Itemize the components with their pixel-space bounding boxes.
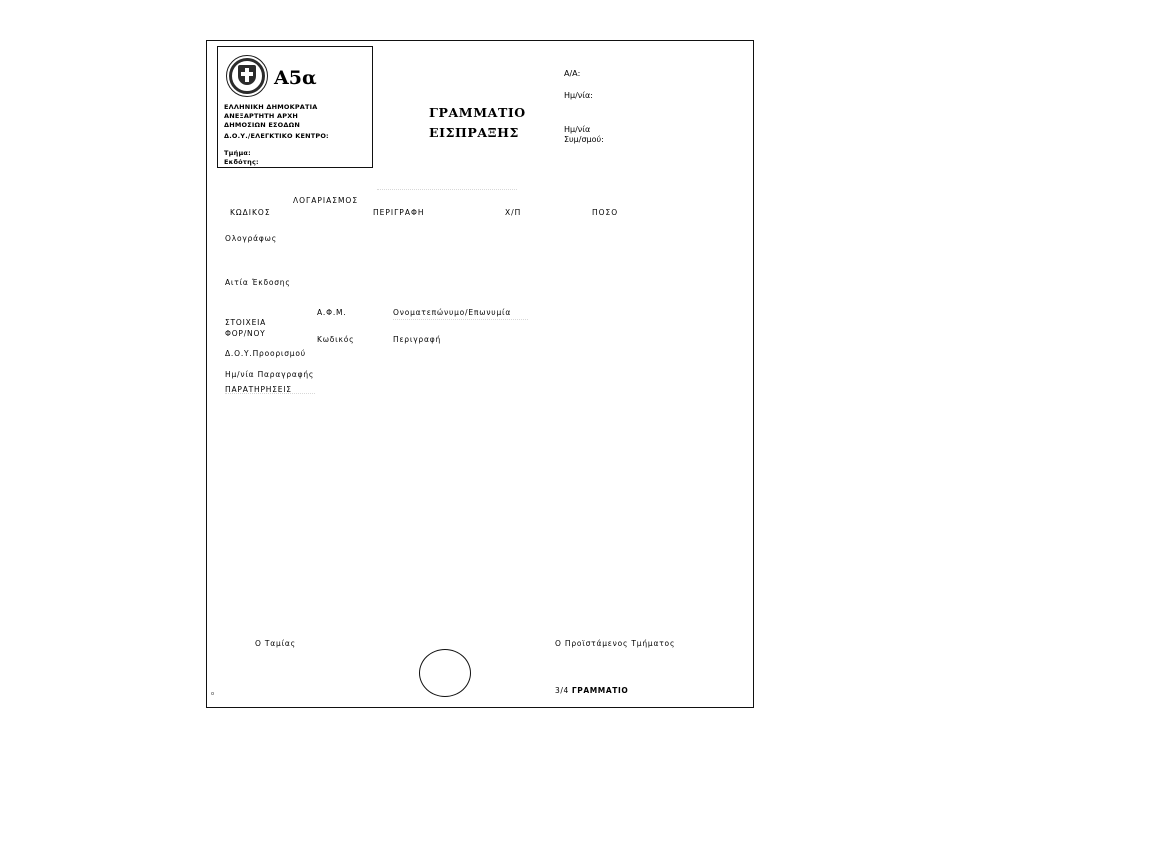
settlement-date-label-line-2: Συμ/σμού: xyxy=(564,135,604,144)
column-header-description: ΠΕΡΙΓΡΑΦΗ xyxy=(373,208,425,217)
serial-number-label: Α/Α: xyxy=(564,69,581,78)
issuer-header-box xyxy=(217,46,373,168)
settlement-date-label-line-1: Ημ/νία xyxy=(564,125,591,134)
footer-copy-number: 3/4 xyxy=(555,686,569,695)
document-title xyxy=(429,103,526,143)
field-label-amount-in-words: Ολογράφως xyxy=(225,234,277,243)
form-code-label: Α5α xyxy=(274,67,317,89)
field-label-taxpayer-line-1: ΣΤΟΙΧΕΙΑ xyxy=(225,318,267,327)
field-label-taxpayer-line-2: ΦΟΡ/ΝΟΥ xyxy=(225,329,266,338)
signature-label-cashier: Ο Ταμίας xyxy=(255,639,296,648)
column-header-amount: ΠΟΣΟ xyxy=(592,208,619,217)
footer-copy-note xyxy=(555,686,628,695)
document-title-line-2: ΕΙΣΠΡΑΞΗΣ xyxy=(429,125,519,140)
guide-rule-top xyxy=(377,189,517,190)
column-header-account: ΛΟΓΑΡΙΑΣΜΟΣ xyxy=(293,196,359,205)
field-label-afm: Α.Φ.Μ. xyxy=(317,308,347,317)
guide-rule-remarks xyxy=(225,393,315,394)
issuer-line-1: ΕΛΛΗΝΙΚΗ ΔΗΜΟΚΡΑΤΙΑ xyxy=(224,103,318,111)
field-label-remarks: ΠΑΡΑΤΗΡΗΣΕΙΣ xyxy=(225,385,292,394)
signature-label-head-of-department: Ο Προϊστάμενος Τμήματος xyxy=(555,639,676,648)
date-label: Ημ/νία: xyxy=(564,91,593,100)
field-label-full-name: Ονοματεπώνυμο/Επωνυμία xyxy=(393,308,512,317)
official-stamp-placeholder xyxy=(419,649,471,697)
field-label-code: Κωδικός xyxy=(317,335,355,344)
field-label-description: Περιγραφή xyxy=(393,335,442,344)
form-sheet xyxy=(206,40,754,708)
issuer-office-label: Δ.Ο.Υ./ΕΛΕΓΚΤΙΚΟ ΚΕΝΤΡΟ: xyxy=(224,132,329,140)
issuer-line-2: ΑΝΕΞΑΡΤΗΤΗ ΑΡΧΗ xyxy=(224,112,299,120)
column-header-xp: Χ/Π xyxy=(505,208,522,217)
corner-mark: ο xyxy=(211,691,215,697)
field-label-destination-doy: Δ.Ο.Υ.Προορισμού xyxy=(225,349,306,358)
field-label-limitation-date: Ημ/νία Παραγραφής xyxy=(225,370,315,379)
guide-rule-name xyxy=(393,319,528,320)
issuer-issuer-label: Εκδότης: xyxy=(224,158,259,166)
footer-doc-type: ΓΡΑΜΜΑΤΙΟ xyxy=(571,686,629,695)
field-label-issue-reason: Αιτία Έκδοσης xyxy=(225,278,291,287)
issuer-department-label: Τμήμα: xyxy=(224,149,251,157)
document-title-line-1: ΓΡΑΜΜΑΤΙΟ xyxy=(429,105,526,120)
greek-coat-of-arms-icon xyxy=(226,55,268,97)
issuer-line-3: ΔΗΜΟΣΙΩΝ ΕΣΟΔΩΝ xyxy=(224,121,300,129)
column-header-code: ΚΩΔΙΚΟΣ xyxy=(230,208,271,217)
